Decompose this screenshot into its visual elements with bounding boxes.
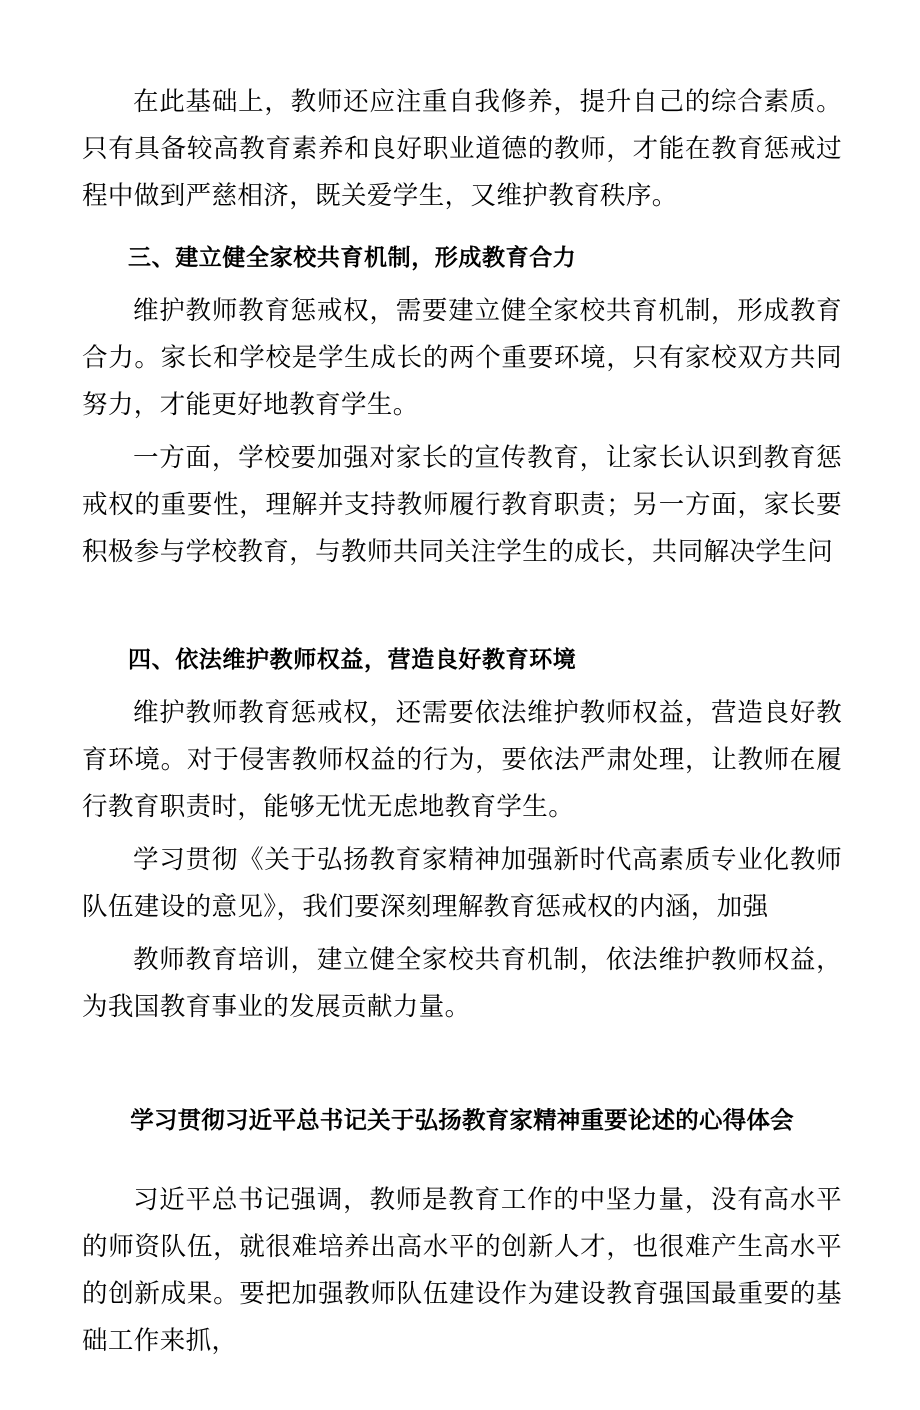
paragraph-self-cultivation: 在此基础上，教师还应注重自我修养，提升自己的综合素质。只有具备较高教育素养和良好职业道德的教师，才能在教育惩戒过程中做到严慈相济，既关爱学生，又维护教育秩序。: [82, 87, 842, 210]
paragraph-general-secretary-quote: 习近平总书记强调，教师是教育工作的中坚力量，没有高水平的师资队伍，就很难培养出高水平的创新人才，也很难产生高水平的创新成果。要把加强教师队伍建设作为建设教育强国最重要的基础工作来抓，: [82, 1185, 842, 1355]
heading-section-three: 三、建立健全家校共育机制，形成教育合力: [128, 245, 577, 271]
spacer-before-title: [82, 1036, 842, 1098]
spacer-before-section-four: [82, 581, 842, 621]
document-body: [82, 78, 842, 1364]
paragraph-study-opinion: 学习贯彻《关于弘扬教育家精神加强新时代高素质专业化教师队伍建设的意见》，我们要深刻理解教育惩戒权的内涵，加强: [82, 845, 842, 921]
heading-section-four: 四、依法维护教师权益，营造良好教育环境: [128, 647, 577, 673]
paragraph-home-school-mechanism: 维护教师教育惩戒权，需要建立健全家校共育机制，形成教育合力。家长和学校是学生成长的两个重要环境，只有家校双方共同努力，才能更好地教育学生。: [82, 296, 842, 419]
paragraph-on-one-hand: 一方面，学校要加强对家长的宣传教育，让家长认识到教育惩戒权的重要性，理解并支持教师履行教育职责；另一方面，家长要积极参与学校教育，与教师共同关注学生的成长，共同解决学生问: [82, 443, 842, 566]
paragraph-protect-rights: 维护教师教育惩戒权，还需要依法维护教师权益，营造良好教育环境。对于侵害教师权益的行为，要依法严肃处理，让教师在履行教育职责时，能够无忧无虑地教育学生。: [82, 698, 842, 821]
document-title-second-article: 学习贯彻习近平总书记关于弘扬教育家精神重要论述的心得体会: [130, 1106, 794, 1134]
spacer-after-title: [82, 1160, 842, 1176]
paragraph-teacher-training: 教师教育培训，建立健全家校共育机制，依法维护教师权益，为我国教育事业的发展贡献力量。: [82, 945, 842, 1021]
